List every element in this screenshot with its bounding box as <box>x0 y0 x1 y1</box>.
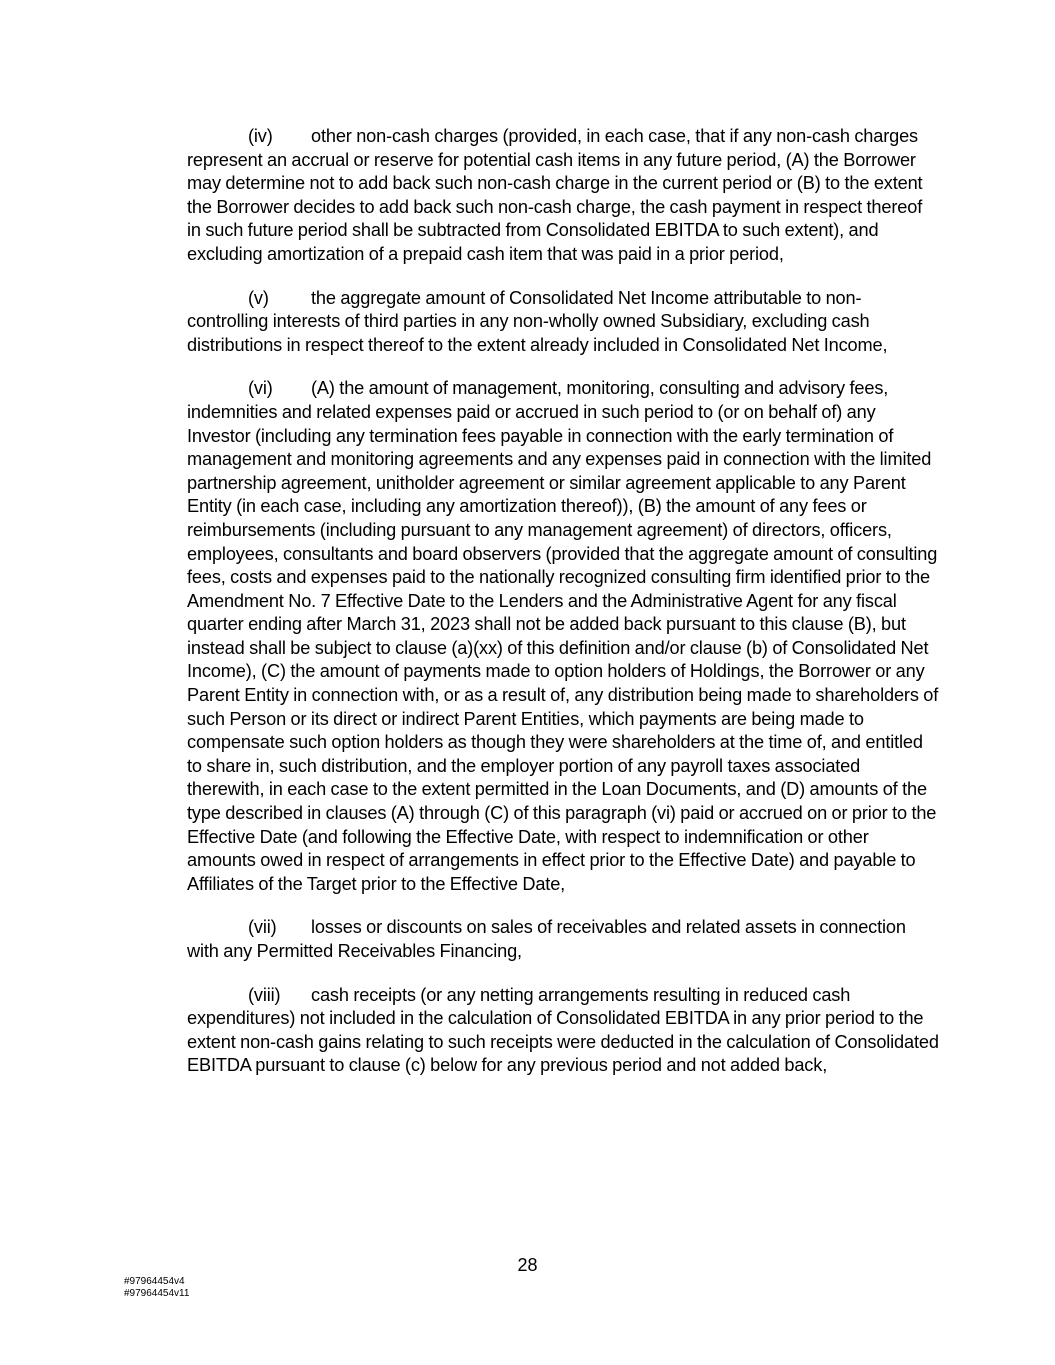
clause-number: (vi) <box>248 378 273 399</box>
clause-text: losses or discounts on sales of receivables and related assets in connection with any Permitted Receivables Financing, <box>187 917 906 961</box>
document-id: #97964454v4 <box>124 1276 185 1287</box>
clause-number: (v) <box>248 287 269 308</box>
clause-vii <box>187 916 939 963</box>
clause-iv <box>187 125 939 267</box>
clause-text: the aggregate amount of Consolidated Net Income attributable to non-controlling interests of third parties in any non-wholly owned Subsidiary, excluding cash distributions in respect thereof to the extent already included in Consolidated Net Income, <box>187 287 888 355</box>
clause-viii <box>187 984 939 1078</box>
clause-v <box>187 287 939 358</box>
clause-number: (vii) <box>248 917 277 938</box>
clause-paragraph <box>187 377 939 896</box>
clause-vi <box>187 377 939 896</box>
document-id-stamp <box>124 1276 189 1300</box>
clause-text: (A) the amount of management, monitoring, consulting and advisory fees, indemnities and related expenses paid or accrued in such period to (or on behalf of) any Investor (including any termination fees payable in connection with the early termination of management and monitoring agreements and any expenses paid in connection with the limited partnership agreement, unitholder agreement or similar agreement applicable to any Parent Entity (in each case, including any amortization thereof)), (B) the amount of any fees or reimbursements (including pursuant to any management agreement) of directors, officers, employees, consultants and board observers (provided that the aggregate amount of consulting fees, costs and expenses paid to the nationally recognized consulting firm identified prior to the Amendment No. 7 Effective Date to the Lenders and the Administrative Agent for any fiscal quarter ending after March 31, 2023 shall not be added back pursuant to this clause (B), but instead shall be subject to clause (a)(xx) of this definition and/or clause (b) of Consolidated Net Income), (C) the amount of payments made to option holders of Holdings, the Borrower or any Parent Entity in connection with, or as a result of, any distribution being made to shareholders of such Person or its direct or indirect Parent Entities, which payments are being made to compensate such option holders as though they were shareholders at the time of, and entitled to share in, such distribution, and the employer portion of any payroll taxes associated therewith, in each case to the extent permitted in the Loan Documents, and (D) amounts of the type described in clauses (A) through (C) of this paragraph (vi) paid or accrued on or prior to the Effective Date (and following the Effective Date, with respect to indemnification or other amounts owed in respect of arrangements in effect prior to the Effective Date) and payable to Affiliates of the Target prior to the Effective Date, <box>187 378 939 894</box>
clause-number: (iv) <box>248 126 273 146</box>
clause-paragraph <box>187 287 939 358</box>
clause-text: cash receipts (or any netting arrangements resulting in reduced cash expenditures) not included in the calculation of Consolidated EBITDA in any prior period to the extent non-cash gains relating to such receipts were deducted in the calculation of Consolidated EBITDA pursuant to clause (c) below for any previous period and not added back, <box>187 984 939 1076</box>
clause-paragraph <box>187 916 939 963</box>
clause-number: (viii) <box>248 984 281 1005</box>
clause-text: other non-cash charges (provided, in each case, that if any non-cash charges represent an accrual or reserve for potential cash items in any future period, (A) the Borrower may determine not to add back such non-cash charge in the current period or (B) to the extent the Borrower decides to add back such non-cash charge, the cash payment in respect thereof in such future period shall be subtracted from Consolidated EBITDA to such extent), and excluding amortization of a prepaid cash item that was paid in a prior period, <box>187 126 923 264</box>
page-number: 28 <box>517 1255 538 1275</box>
clause-paragraph <box>187 125 939 267</box>
clause-paragraph <box>187 984 939 1078</box>
document-id: #97964454v11 <box>124 1288 190 1299</box>
document-body <box>187 125 939 1098</box>
